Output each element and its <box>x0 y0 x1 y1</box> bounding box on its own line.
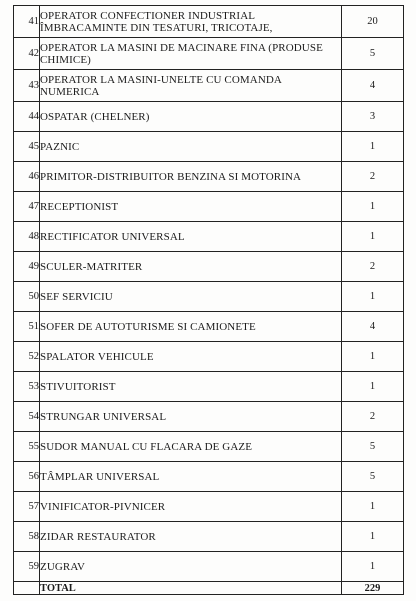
vacancy-count: 5 <box>342 38 404 70</box>
occupation-name: SOFER DE AUTOTURISME SI CAMIONETE <box>40 312 342 342</box>
total-label: TOTAL <box>40 582 342 595</box>
row-number: 57 <box>14 492 40 522</box>
job-openings-table <box>13 5 404 595</box>
row-number: 54 <box>14 402 40 432</box>
occupation-name: ZIDAR RESTAURATOR <box>40 522 342 552</box>
table-row <box>14 162 404 192</box>
occupation-name: VINIFICATOR-PIVNICER <box>40 492 342 522</box>
vacancy-count: 1 <box>342 492 404 522</box>
row-number: 43 <box>14 70 40 102</box>
row-number: 44 <box>14 102 40 132</box>
vacancy-count: 5 <box>342 462 404 492</box>
table-row <box>14 552 404 582</box>
occupation-name: RECEPTIONIST <box>40 192 342 222</box>
occupation-name: PRIMITOR-DISTRIBUITOR BENZINA SI MOTORINA <box>40 162 342 192</box>
occupation-name: STIVUITORIST <box>40 372 342 402</box>
table-row <box>14 38 404 70</box>
vacancy-count: 2 <box>342 162 404 192</box>
table-row <box>14 462 404 492</box>
vacancy-count: 4 <box>342 312 404 342</box>
occupation-name: SPALATOR VEHICULE <box>40 342 342 372</box>
table-row <box>14 342 404 372</box>
table-footer <box>14 582 404 595</box>
table-row <box>14 6 404 38</box>
row-number: 59 <box>14 552 40 582</box>
table-row <box>14 132 404 162</box>
occupation-name: PAZNIC <box>40 132 342 162</box>
occupation-name: TÂMPLAR UNIVERSAL <box>40 462 342 492</box>
occupation-name: OSPATAR (CHELNER) <box>40 102 342 132</box>
row-number: 45 <box>14 132 40 162</box>
occupation-name: ZUGRAV <box>40 552 342 582</box>
row-number: 55 <box>14 432 40 462</box>
vacancy-count: 5 <box>342 432 404 462</box>
vacancy-count: 1 <box>342 282 404 312</box>
vacancy-count: 1 <box>342 552 404 582</box>
table-row <box>14 522 404 552</box>
row-number: 51 <box>14 312 40 342</box>
occupation-name: SEF SERVICIU <box>40 282 342 312</box>
table-row <box>14 192 404 222</box>
occupation-name: RECTIFICATOR UNIVERSAL <box>40 222 342 252</box>
total-blank-cell <box>14 582 40 595</box>
vacancy-count: 2 <box>342 402 404 432</box>
row-number: 58 <box>14 522 40 552</box>
occupation-name: OPERATOR LA MASINI DE MACINARE FINA (PRODUSE CHIMICE) <box>40 38 342 70</box>
table-row <box>14 102 404 132</box>
total-value: 229 <box>342 582 404 595</box>
table-row <box>14 372 404 402</box>
table-row <box>14 222 404 252</box>
row-number: 42 <box>14 38 40 70</box>
occupation-name: OPERATOR CONFECTIONER INDUSTRIAL ÎMBRACAMINTE DIN TESATURI, TRICOTAJE, <box>40 6 342 38</box>
row-number: 41 <box>14 6 40 38</box>
row-number: 47 <box>14 192 40 222</box>
vacancy-count: 4 <box>342 70 404 102</box>
vacancy-count: 1 <box>342 222 404 252</box>
table-row <box>14 402 404 432</box>
row-number: 49 <box>14 252 40 282</box>
vacancy-count: 1 <box>342 342 404 372</box>
vacancy-count: 1 <box>342 522 404 552</box>
table-row <box>14 492 404 522</box>
occupation-name: OPERATOR LA MASINI-UNELTE CU COMANDA NUMERICA <box>40 70 342 102</box>
row-number: 52 <box>14 342 40 372</box>
row-number: 56 <box>14 462 40 492</box>
vacancy-count: 1 <box>342 132 404 162</box>
table-row <box>14 70 404 102</box>
row-number: 50 <box>14 282 40 312</box>
table-row <box>14 432 404 462</box>
row-number: 46 <box>14 162 40 192</box>
row-number: 48 <box>14 222 40 252</box>
vacancy-count: 1 <box>342 372 404 402</box>
occupation-name: SCULER-MATRITER <box>40 252 342 282</box>
table-body <box>14 6 404 582</box>
total-row <box>14 582 404 595</box>
occupation-name: STRUNGAR UNIVERSAL <box>40 402 342 432</box>
table-row <box>14 282 404 312</box>
occupation-name: SUDOR MANUAL CU FLACARA DE GAZE <box>40 432 342 462</box>
table-row <box>14 312 404 342</box>
vacancy-count: 20 <box>342 6 404 38</box>
vacancy-count: 3 <box>342 102 404 132</box>
table-row <box>14 252 404 282</box>
vacancy-count: 1 <box>342 192 404 222</box>
row-number: 53 <box>14 372 40 402</box>
vacancy-count: 2 <box>342 252 404 282</box>
